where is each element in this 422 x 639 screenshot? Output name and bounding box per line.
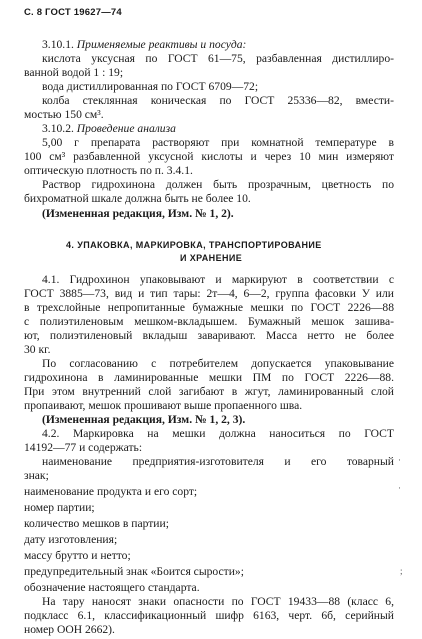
page-header: С. 8 ГОСТ 19627—74 bbox=[24, 7, 122, 18]
amendment-note: (Измененная редакция, Изм. № 1, 2). bbox=[42, 207, 234, 220]
text-line: пропаивают, мешок прошивают выше пропаенного шва. bbox=[24, 399, 303, 412]
clause-title: Применяемые реактивы и посуда: bbox=[76, 38, 247, 51]
text-line: оптическую плотность по п. 3.4.1. bbox=[24, 164, 193, 177]
text-line: номер ООН 2662). bbox=[24, 623, 115, 636]
text-line: 100 см³ разбавленной уксусной кислоты и через 10 мин измеряют bbox=[24, 150, 394, 163]
clause-4-2: 4.2. Маркировка на мешки должна наноситься по ГОСТ bbox=[42, 427, 394, 440]
text-line: кислота уксусная по ГОСТ 61—75, разбавленная дистиллиро- bbox=[42, 52, 394, 65]
clause-3-10-2 bbox=[42, 122, 176, 135]
list-item: номер партии; bbox=[24, 501, 95, 514]
text-line: ГОСТ 3885—73, вид и тип тары: 2т—4, 6—2, группа фасовки У или bbox=[24, 287, 394, 300]
list-item: массу брутто и нетто; bbox=[24, 549, 131, 562]
list-item: дату изготовления; bbox=[24, 533, 118, 546]
text-line: с полиэтиленовым мешком-вкладышем. Бумажный мешок зашива- bbox=[24, 315, 394, 328]
text-line: знак; bbox=[24, 469, 49, 482]
text-line: На тару наносят знаки опасности по ГОСТ 19433—88 (класс 6, bbox=[42, 595, 394, 608]
text-line: Раствор гидрохинона должен быть прозрачным, цветность по bbox=[42, 178, 394, 191]
list-item: обозначение настоящего стандарта. bbox=[24, 581, 200, 594]
text-line: По согласованию с потребителем допускается упаковывание bbox=[42, 357, 394, 370]
text-line: бихроматной шкале должна быть не более 10. bbox=[24, 192, 251, 205]
text-line: вода дистиллированная по ГОСТ 6709—72; bbox=[42, 80, 259, 93]
amendment-note: (Измененная редакция, Изм. № 1, 2, 3). bbox=[42, 413, 246, 426]
text-line: мостью 150 см³. bbox=[24, 108, 104, 121]
scan-speck: · bbox=[398, 455, 401, 465]
text-line: 30 кг. bbox=[24, 343, 51, 356]
section-heading: 4. УПАКОВКА, МАРКИРОВКА, ТРАНСПОРТИРОВАНИЕ bbox=[66, 240, 322, 250]
text-line: 5,00 г препарата растворяют при комнатной температуре в bbox=[42, 136, 394, 149]
text-line: При этом внутренний слой загибают в жгут, ламинированный слой bbox=[24, 385, 394, 398]
list-item: количество мешков в партии; bbox=[24, 517, 169, 530]
text-line: ют, полиэтиленовый вкладыш заваривают. Масса нетто не более bbox=[24, 329, 394, 342]
list-item: наименование предприятия-изготовителя и его товарный bbox=[42, 455, 394, 468]
clause-number: 3.10.1. bbox=[42, 38, 74, 51]
text-line: гидрохинона в ламинированные мешки ПМ по ГОСТ 2226—88. bbox=[24, 371, 394, 384]
list-item: предупредительный знак «Боится сырости»; bbox=[24, 565, 244, 578]
text-line: 14192—77 и содержать: bbox=[24, 441, 143, 454]
clause-4-1: 4.1. Гидрохинон упаковывают и маркируют в соответствии с bbox=[42, 273, 394, 286]
clause-number: 3.10.2. bbox=[42, 122, 74, 135]
text-line: в трехслойные непропитанные бумажные мешки по ГОСТ 2226—88 bbox=[24, 301, 394, 314]
scan-speck: ; bbox=[400, 566, 403, 576]
text-line: ванной водой 1 : 19; bbox=[24, 66, 124, 79]
text-line: колба стеклянная коническая по ГОСТ 25336—82, вмести- bbox=[42, 94, 394, 107]
scan-speck: · bbox=[398, 483, 401, 493]
list-item: наименование продукта и его сорт; bbox=[24, 485, 198, 498]
clause-title: Проведение анализа bbox=[76, 122, 176, 135]
section-heading-cont: И ХРАНЕНИЕ bbox=[180, 253, 243, 263]
clause-3-10-1 bbox=[42, 38, 246, 51]
text-line: подкласс 6.1, классификационный шифр 6163, черт. 6б, серийный bbox=[24, 609, 394, 622]
